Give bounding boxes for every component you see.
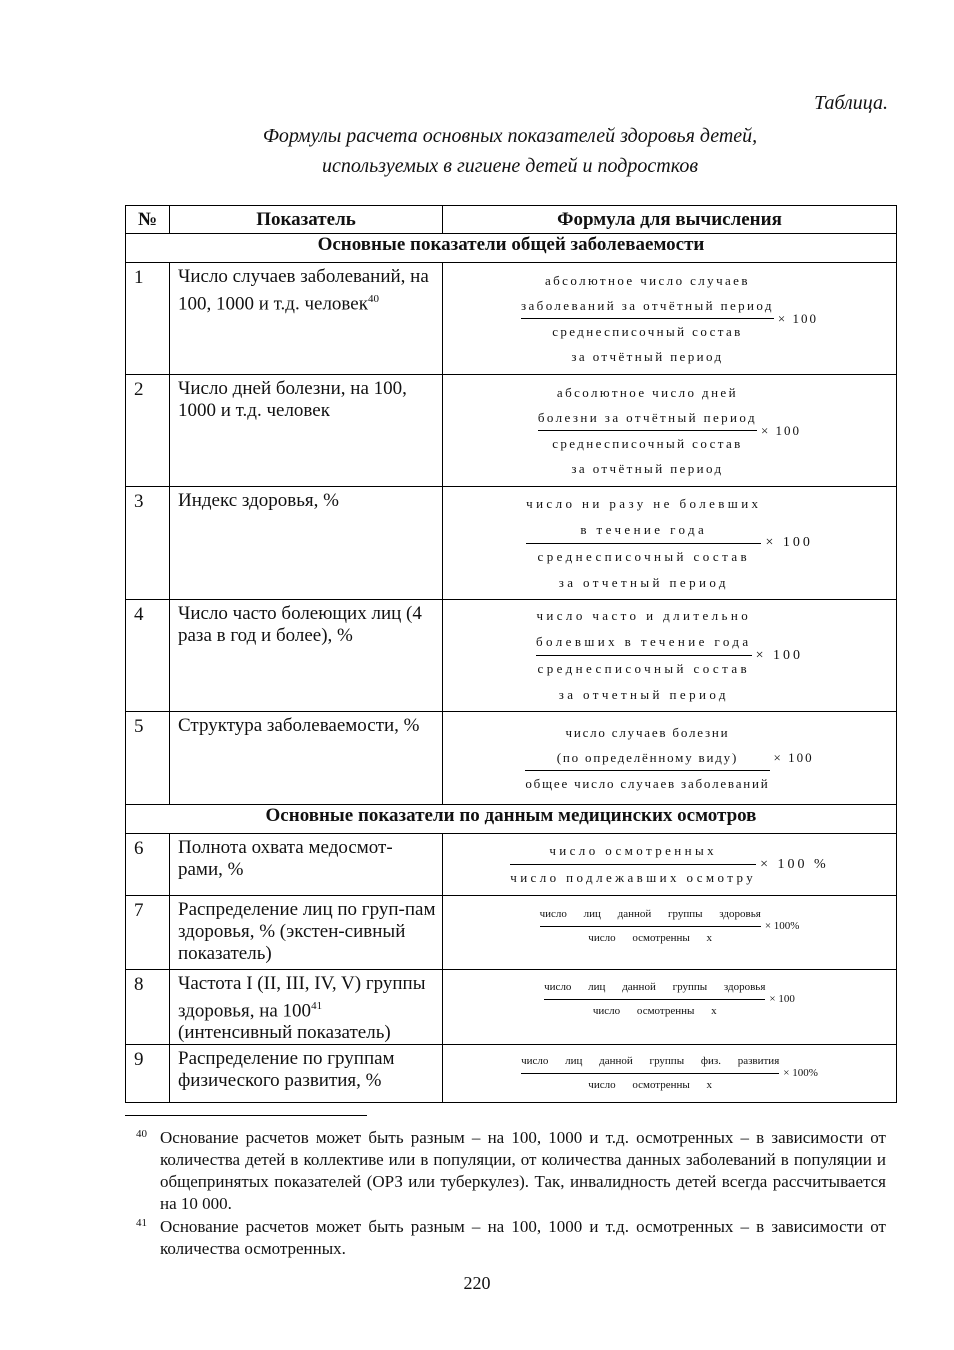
row-indicator: Число дней болезни, на 100, 1000 и т.д. человек — [170, 375, 443, 487]
row-indicator: Структура заболеваемости, % — [170, 712, 443, 805]
formula-fraction — [538, 380, 757, 481]
formula-multiplier: × 100 — [755, 647, 803, 663]
section-row-general-morbidity — [126, 234, 897, 263]
formula-numerator: число лиц данной группы здоровья — [544, 976, 765, 1000]
formula-denominator: число осмотренны х — [588, 1078, 713, 1091]
footnote-number: 41 — [136, 1217, 147, 1229]
formula-multiplier: × 100 — [760, 422, 802, 438]
row-formula — [443, 263, 897, 375]
table-row — [126, 263, 897, 375]
row-number: 3 — [126, 487, 170, 600]
table-row — [126, 375, 897, 487]
page-number: 220 — [463, 1273, 491, 1293]
formula-fraction — [536, 603, 752, 708]
formula-multiplier: × 100 — [769, 993, 795, 1005]
row-number: 4 — [126, 600, 170, 712]
formula-denominator: число осмотренны х — [592, 1004, 717, 1017]
row-indicator — [170, 263, 443, 375]
row-formula — [443, 600, 897, 712]
footnote-ref: 41 — [311, 1000, 323, 1012]
section-title: Основные показатели по данным медицинских осмотров — [126, 805, 897, 834]
table-label: Таблица. — [814, 92, 888, 114]
formula-denominator: среднесписочный состав за отчетный период — [537, 661, 751, 702]
formula-numerator: число случаев болезни (по определённому виду) — [525, 720, 769, 771]
footnote-text: Основание расчетов может быть разным – на 100, 1000 и т.д. осмотренных – в зависимости от количества осмотренных. — [160, 1217, 886, 1258]
formula-numerator: число часто и длительно болевших в течение года — [536, 603, 752, 656]
table-row — [126, 834, 897, 896]
row-indicator — [170, 970, 443, 1045]
table-row — [126, 487, 897, 600]
formula-fraction — [510, 838, 756, 891]
formula-fraction — [521, 268, 774, 369]
footnote-40 — [136, 1127, 886, 1215]
row-number: 6 — [126, 834, 170, 896]
row-indicator: Число часто болеющих лиц (4 раза в год и более), % — [170, 600, 443, 712]
indicator-text: Число случаев заболеваний, на 100, 1000 и т.д. человек — [178, 266, 429, 315]
formula-multiplier: × 100 % — [760, 856, 829, 872]
header-formula: Формула для вычисления — [443, 206, 897, 234]
table-row — [126, 896, 897, 970]
formula-fraction — [540, 903, 761, 950]
row-number: 9 — [126, 1045, 170, 1103]
formula-fraction — [544, 976, 765, 1023]
row-formula — [443, 834, 897, 896]
title-line-1: Формулы расчета основных показателей здоровья детей, — [262, 125, 758, 147]
table-row — [126, 712, 897, 805]
formula-denominator: число подлежавших осмотру — [510, 870, 757, 885]
formula-numerator: абсолютное число случаев заболеваний за отчётный период — [521, 268, 774, 319]
indicator-text: Частота I (II, III, IV, V) группы здоровья, на 100 — [178, 973, 426, 1022]
formula-multiplier: × 100 — [777, 310, 819, 326]
formula-numerator: число лиц данной группы здоровья — [540, 903, 761, 927]
formula-fraction — [525, 720, 769, 796]
row-formula — [443, 712, 897, 805]
footnote-number: 40 — [136, 1128, 147, 1140]
title-line-2: используемых в гигиене детей и подростков — [321, 155, 698, 177]
formula-denominator: общее число случаев заболеваний — [525, 776, 770, 791]
row-indicator: Полнота охвата медосмот-рами, % — [170, 834, 443, 896]
row-indicator: Распределение лиц по груп-пам здоровья, % (экстен-сивный показатель) — [170, 896, 443, 970]
formula-denominator: среднесписочный состав за отчётный период — [552, 436, 743, 476]
formula-multiplier: × 100 — [773, 750, 814, 765]
footnote-separator — [125, 1115, 367, 1116]
formula-denominator: среднесписочный состав за отчетный период — [537, 548, 751, 590]
formula-multiplier: × 100 — [765, 535, 813, 550]
header-indicator: Показатель — [170, 206, 443, 234]
table-row — [126, 600, 897, 712]
row-number: 2 — [126, 375, 170, 487]
formula-multiplier: × 100% — [764, 920, 800, 932]
table-header-row — [126, 206, 897, 234]
section-title: Основные показатели общей заболеваемости — [126, 234, 897, 263]
row-number: 5 — [126, 712, 170, 805]
formulas-table — [125, 205, 897, 1103]
footnote-41 — [136, 1216, 886, 1260]
formula-denominator: среднесписочный состав за отчётный период — [552, 324, 743, 364]
formula-fraction — [521, 1050, 779, 1097]
row-formula — [443, 375, 897, 487]
formula-denominator: число осмотренны х — [588, 931, 713, 944]
row-number: 1 — [126, 263, 170, 375]
row-formula — [443, 1045, 897, 1103]
formula-numerator: абсолютное число дней болезни за отчётный период — [538, 380, 757, 431]
formula-numerator: число осмотренных — [510, 838, 756, 865]
row-indicator: Распределение по группам физического развития, % — [170, 1045, 443, 1103]
row-indicator: Индекс здоровья, % — [170, 487, 443, 600]
footnote-ref: 40 — [367, 293, 379, 305]
table-row — [126, 1045, 897, 1103]
row-formula — [443, 970, 897, 1045]
row-formula — [443, 487, 897, 600]
footnote-text: Основание расчетов может быть разным – на 100, 1000 и т.д. осмотренных – в зависимости от количества детей в коллективе или в популяции, от количества данных заболеваний в популяции и общепринятых показателей (ОРЗ или туберкулез). Так, инвалидность детей всегда рассчитывается на 10 000. — [160, 1128, 886, 1213]
formula-numerator: число лиц данной группы физ. развития — [521, 1050, 779, 1074]
row-number: 8 — [126, 970, 170, 1045]
table-row — [126, 970, 897, 1045]
formula-numerator: число ни разу не болевших в течение года — [526, 491, 761, 544]
indicator-tail: (интенсивный показатель) — [178, 1022, 391, 1044]
formula-multiplier: × 100% — [783, 1067, 818, 1080]
header-number: № — [126, 206, 170, 234]
table-title — [150, 121, 870, 181]
row-formula — [443, 896, 897, 970]
section-row-medical-exams — [126, 805, 897, 834]
formula-fraction — [526, 491, 761, 596]
row-number: 7 — [126, 896, 170, 970]
